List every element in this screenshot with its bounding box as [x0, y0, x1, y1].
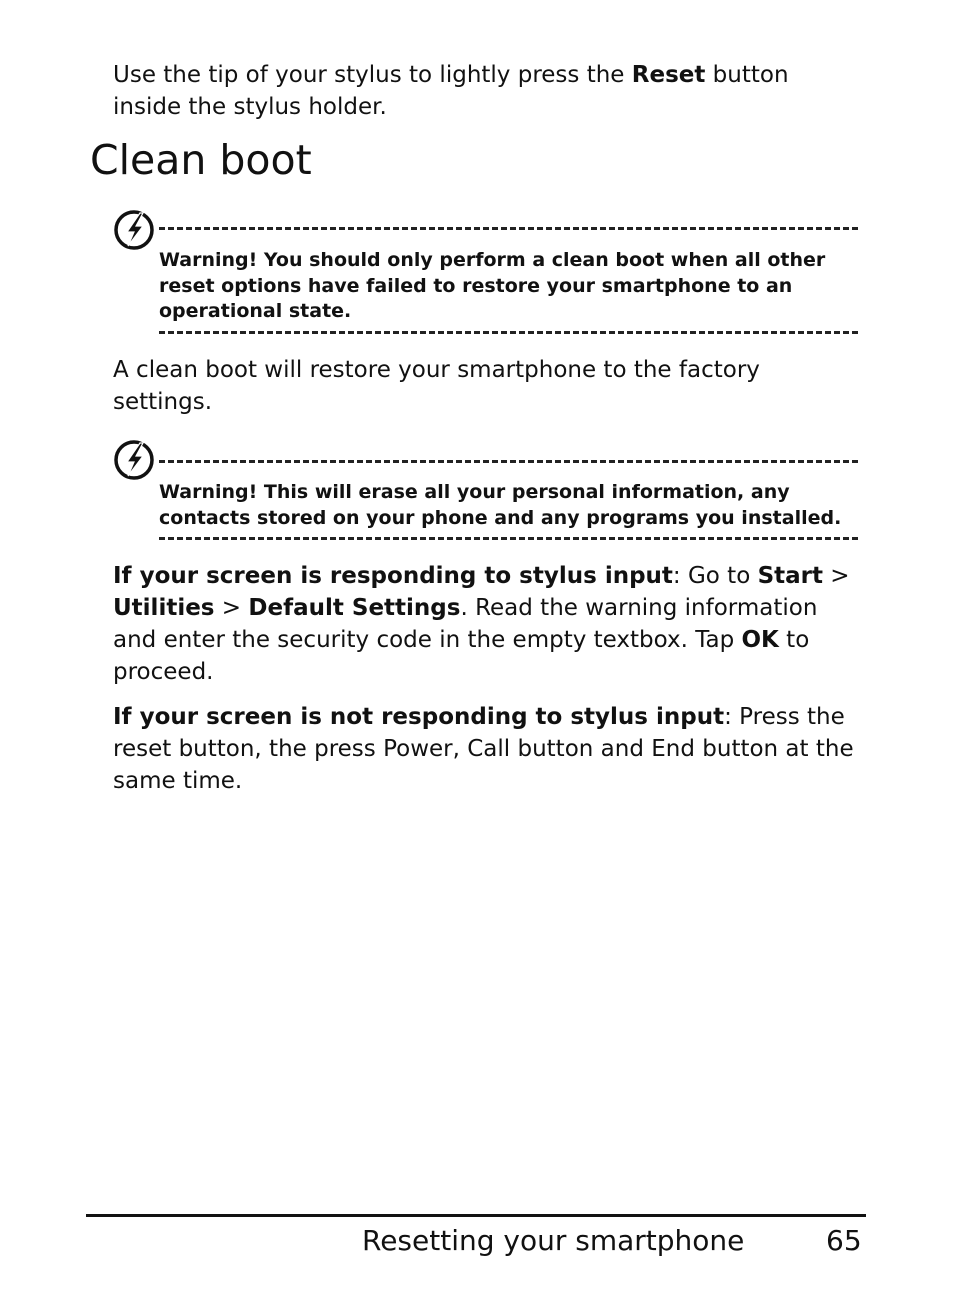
not-responding-paragraph — [113, 701, 858, 797]
default-settings-term: Default Settings — [248, 595, 461, 621]
start-term: Start — [757, 563, 823, 589]
intro-text: Use the tip of your stylus to lightly press the — [113, 62, 632, 88]
text-span: to proceed. — [113, 627, 810, 685]
footer-section-title: Resetting your smartphone — [362, 1224, 745, 1257]
intro-text-end: button inside the stylus holder. — [113, 62, 789, 120]
page-number: 65 — [826, 1224, 862, 1257]
responding-lead: If your screen is responding to stylus input — [113, 563, 673, 589]
utilities-term: Utilities — [113, 595, 215, 621]
dashed-divider-top — [159, 227, 858, 230]
warning-box-1 — [113, 208, 858, 338]
warning-bolt-icon — [113, 208, 157, 252]
reset-term: Reset — [631, 62, 706, 88]
warning-box-2 — [113, 438, 858, 548]
section-heading: Clean boot — [90, 136, 312, 184]
text-span: . Read the warning information and enter the security code in the empty textbox. Tap — [113, 595, 818, 653]
warning-text-2: Warning! This will erase all your personal information, any contacts stored on your phone and any programs you installed. — [159, 481, 842, 529]
separator: > — [823, 563, 850, 589]
intro-paragraph — [113, 59, 858, 123]
separator: > — [214, 595, 249, 621]
factory-settings-paragraph: A clean boot will restore your smartphone to the factory settings. — [113, 357, 760, 415]
warning-text-1: Warning! You should only perform a clean boot when all other reset options have failed to restore your smartphone to an operational state. — [159, 249, 826, 322]
text-span: : Go to — [672, 563, 758, 589]
responding-paragraph — [113, 560, 858, 688]
dashed-divider-top — [159, 460, 858, 463]
not-responding-lead: If your screen is not responding to stylus input — [113, 704, 725, 730]
dashed-divider-bottom — [159, 331, 858, 334]
text-span: : Press the reset button, the press Power, Call button and End button at the same time. — [113, 704, 854, 794]
ok-term: OK — [741, 627, 779, 653]
dashed-divider-bottom — [159, 537, 858, 540]
warning-bolt-icon — [113, 438, 157, 482]
footer-rule — [86, 1214, 866, 1217]
